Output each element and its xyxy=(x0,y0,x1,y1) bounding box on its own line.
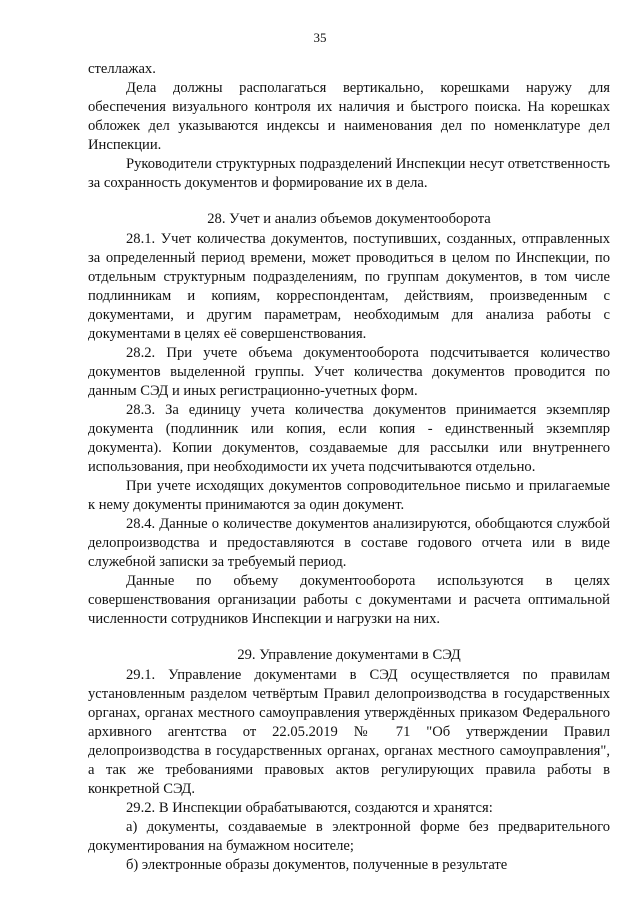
section-28-heading: 28. Учет и анализ объемов документооборота xyxy=(207,211,491,227)
paragraph-29-1: 29.1. Управление документами в СЭД осуществляется по правилам установленным разделом четвёртым Правил делопроизводства в государственных органах, органах местного самоуправления утверждённых приказом Федерального архивного агентства от 22.05.2019 № 71 "Об утверждении Правил делопроизводства в государственных органах, органах местного самоуправления", а так же требованиями правовых актов регулирующих правила работы в конкретной СЭД. xyxy=(88,667,610,797)
document-body xyxy=(88,60,610,875)
paragraph-28-1: 28.1. Учет количества документов, поступивших, созданных, отправленных за определенный период времени, может проводиться в целом по Инспекции, по отдельным структурным подразделениям, по группам документов, в том числе подлинникам и копиям, корреспондентам, действиям, произведенным с документами, и другим параметрам, необходимым для анализа работы с документами в целях её совершенствования. xyxy=(88,231,610,342)
paragraph-case-placement: Дела должны располагаться вертикально, корешками наружу для обеспечения визуального контроля их наличия и быстрого поиска. На корешках обложек дел указываются индексы и наименования дел по номенклатуре дел Инспекции. xyxy=(88,80,610,153)
paragraph-28-4: 28.4. Данные о количестве документов анализируются, обобщаются службой делопроизводства и предоставляются в составе годового отчета или в виде служебной записки за требуемый период. xyxy=(88,516,610,570)
paragraph-29-2: 29.2. В Инспекции обрабатываются, создаются и хранятся: xyxy=(126,800,493,816)
paragraph-intro-continuation: стеллажах. xyxy=(88,61,156,77)
page-number: 35 xyxy=(313,30,327,45)
paragraph-28-3-cover-letter: При учете исходящих документов сопроводительное письмо и прилагаемые к нему документы принимаются за один документ. xyxy=(88,478,610,513)
list-item-b: б) электронные образы документов, полученные в результате xyxy=(126,857,508,873)
paragraph-responsibility: Руководители структурных подразделений Инспекции несут ответственность за сохранность документов и формирование их в дела. xyxy=(88,156,610,191)
paragraph-28-4-usage: Данные по объему документооборота используются в целях совершенствования организации работы с документами и расчета оптимальной численности сотрудников Инспекции и нагрузки на них. xyxy=(88,573,610,627)
section-29-heading: 29. Управление документами в СЭД xyxy=(237,647,461,663)
paragraph-28-3: 28.3. За единицу учета количества документов принимается экземпляр документа (подлинник или копия, если копия - единственный экземпляр документа). Копии документов, создаваемые для рассылки или внутреннего использования, при необходимости их учета подсчитываются отдельно. xyxy=(88,402,610,475)
list-item-a: а) документы, создаваемые в электронной форме без предварительного документирования на бумажном носителе; xyxy=(88,819,610,854)
paragraph-28-2: 28.2. При учете объема документооборота подсчитывается количество документов выделенной группы. Учет количества документов проводится по данным СЭД и иных регистрационно-учетных форм. xyxy=(88,345,610,399)
